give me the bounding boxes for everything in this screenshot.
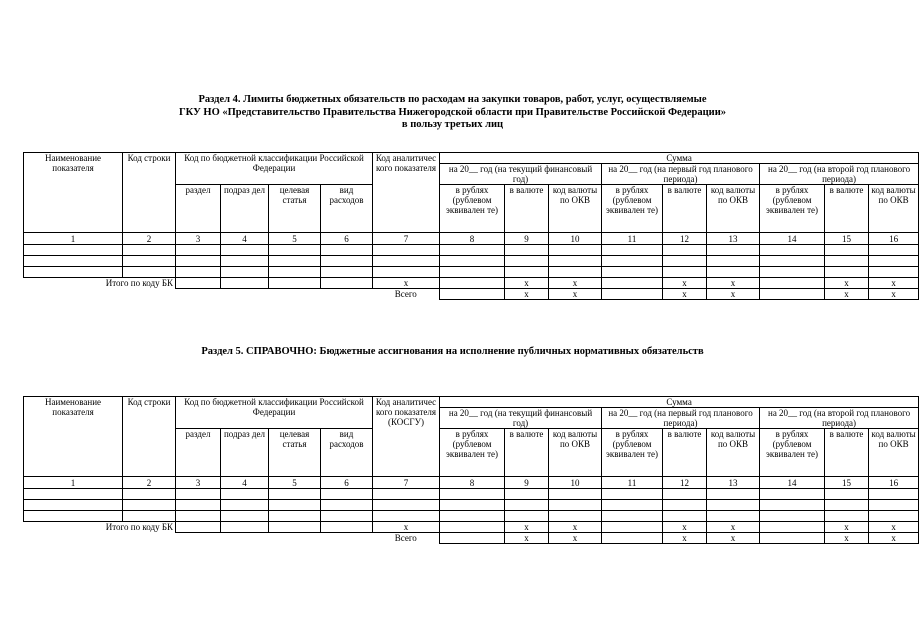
total-bk-label: Итого по коду БК [105, 278, 173, 289]
x-mark: х [869, 522, 919, 533]
section4-title-line-3: в пользу третьих лиц [401, 119, 504, 130]
column-number: 1 [24, 233, 123, 245]
header-okv: код валюты по ОКВ [549, 429, 602, 477]
empty-cell[interactable] [221, 278, 269, 289]
empty-cell[interactable] [373, 267, 440, 278]
column-number: 14 [760, 233, 825, 245]
empty-cell[interactable] [440, 489, 505, 500]
empty-cell[interactable] [869, 489, 919, 500]
empty-cell[interactable] [269, 278, 321, 289]
empty-cell[interactable] [869, 256, 919, 267]
empty-cell[interactable] [440, 500, 505, 511]
empty-cell[interactable] [24, 489, 123, 500]
column-number: 16 [869, 233, 919, 245]
empty-cell[interactable] [176, 278, 221, 289]
empty-cell[interactable] [373, 511, 440, 522]
column-number: 4 [221, 233, 269, 245]
empty-cell[interactable] [221, 489, 269, 500]
total-row [24, 533, 919, 544]
empty-cell[interactable] [440, 289, 505, 300]
spacer [269, 533, 321, 544]
empty-cell[interactable] [221, 500, 269, 511]
empty-cell[interactable] [440, 511, 505, 522]
empty-cell[interactable] [269, 511, 321, 522]
x-mark: х [549, 278, 602, 289]
data-row [24, 267, 919, 278]
header-period-second: на 20__ год (на второй год планового периода) [760, 408, 919, 429]
column-number: 7 [373, 477, 440, 489]
header-row [24, 153, 919, 164]
column-number: 15 [825, 477, 869, 489]
empty-cell[interactable] [825, 500, 869, 511]
x-mark: х [825, 522, 869, 533]
header-currency: в валюте [505, 185, 549, 233]
column-number: 15 [825, 233, 869, 245]
empty-cell[interactable] [760, 522, 825, 533]
empty-cell[interactable] [123, 500, 176, 511]
empty-cell[interactable] [825, 245, 869, 256]
empty-cell[interactable] [602, 289, 663, 300]
empty-cell[interactable] [663, 489, 707, 500]
header-rub: в рублях (рублевом эквивален те) [602, 429, 663, 477]
total-bk-label: Итого по коду БК [105, 522, 173, 533]
header-bk-code: Код по бюджетной классификации Российской Федерации [176, 153, 373, 185]
header-rub: в рублях (рублевом эквивален те) [440, 185, 505, 233]
spacer [123, 533, 176, 544]
empty-cell[interactable] [373, 500, 440, 511]
spacer [321, 289, 373, 300]
empty-cell[interactable] [760, 289, 825, 300]
column-number: 10 [549, 477, 602, 489]
x-mark: х [549, 289, 602, 300]
header-razdel: раздел [176, 185, 221, 233]
empty-cell[interactable] [760, 533, 825, 544]
total-bk-row [24, 278, 919, 289]
total-label: Всего [394, 533, 417, 544]
empty-cell[interactable] [373, 256, 440, 267]
empty-cell[interactable] [440, 267, 505, 278]
x-mark: х [825, 289, 869, 300]
empty-cell[interactable] [321, 278, 373, 289]
empty-cell[interactable] [760, 267, 825, 278]
x-mark: х [549, 522, 602, 533]
empty-cell[interactable] [869, 500, 919, 511]
empty-cell[interactable] [663, 245, 707, 256]
empty-cell[interactable] [602, 533, 663, 544]
column-number: 2 [123, 233, 176, 245]
data-row [24, 489, 919, 500]
column-number: 11 [602, 477, 663, 489]
data-row [24, 500, 919, 511]
empty-cell[interactable] [663, 267, 707, 278]
x-mark: х [707, 278, 760, 289]
header-razdel: раздел [176, 429, 221, 477]
x-mark: х [505, 289, 549, 300]
header-period-current: на 20__ год (на текущий финансовый год) [440, 408, 602, 429]
header-sum: Сумма [440, 397, 919, 408]
empty-cell[interactable] [549, 256, 602, 267]
x-mark: х [663, 278, 707, 289]
column-number-row [24, 233, 919, 245]
empty-cell[interactable] [24, 500, 123, 511]
header-name: Наименование показателя [24, 397, 123, 477]
header-row-code: Код строки [123, 153, 176, 233]
header-okv: код валюты по ОКВ [869, 185, 919, 233]
spacer [321, 533, 373, 544]
header-row-code: Код строки [123, 397, 176, 477]
header-okv: код валюты по ОКВ [869, 429, 919, 477]
empty-cell[interactable] [869, 245, 919, 256]
column-number: 12 [663, 477, 707, 489]
header-currency: в валюте [505, 429, 549, 477]
header-period-second: на 20__ год (на второй год планового периода) [760, 164, 919, 185]
header-target-article: целевая статья [269, 185, 321, 233]
x-mark: х [869, 289, 919, 300]
empty-cell[interactable] [505, 489, 549, 500]
header-okv: код валюты по ОКВ [707, 185, 760, 233]
spacer [269, 289, 321, 300]
header-sum: Сумма [440, 153, 919, 164]
empty-cell[interactable] [123, 256, 176, 267]
header-row [24, 397, 919, 408]
header-period-current: на 20__ год (на текущий финансовый год) [440, 164, 602, 185]
column-number: 9 [505, 233, 549, 245]
total-row [24, 289, 919, 300]
column-number: 11 [602, 233, 663, 245]
spacer [221, 533, 269, 544]
x-mark: х [869, 533, 919, 544]
empty-cell[interactable] [269, 245, 321, 256]
header-rub: в рублях (рублевом эквивален те) [760, 185, 825, 233]
column-number: 4 [221, 477, 269, 489]
empty-cell[interactable] [269, 267, 321, 278]
empty-cell[interactable] [869, 511, 919, 522]
empty-cell[interactable] [176, 245, 221, 256]
empty-cell[interactable] [663, 511, 707, 522]
empty-cell[interactable] [321, 267, 373, 278]
x-mark: х [663, 533, 707, 544]
empty-cell[interactable] [221, 511, 269, 522]
empty-cell[interactable] [321, 256, 373, 267]
empty-cell[interactable] [440, 245, 505, 256]
empty-cell[interactable] [825, 511, 869, 522]
empty-cell[interactable] [602, 511, 663, 522]
x-mark: х [505, 278, 549, 289]
header-rub: в рублях (рублевом эквивален те) [760, 429, 825, 477]
empty-cell[interactable] [760, 278, 825, 289]
empty-cell[interactable] [321, 489, 373, 500]
empty-cell[interactable] [24, 256, 123, 267]
column-number: 8 [440, 233, 505, 245]
x-mark: х [549, 533, 602, 544]
header-podrazdel: подраз дел [221, 185, 269, 233]
empty-cell[interactable] [825, 267, 869, 278]
empty-cell[interactable] [549, 511, 602, 522]
empty-cell[interactable] [760, 256, 825, 267]
empty-cell[interactable] [602, 278, 663, 289]
spacer [24, 289, 123, 300]
section4-title-line-2: ГКУ НО «Представительство Правительства Нижегородской области при Правительстве Российской Федерации» [178, 106, 726, 118]
column-number: 8 [440, 477, 505, 489]
column-number: 13 [707, 477, 760, 489]
empty-cell[interactable] [707, 511, 760, 522]
empty-cell[interactable] [221, 256, 269, 267]
empty-cell[interactable] [602, 489, 663, 500]
empty-cell[interactable] [760, 245, 825, 256]
total-label: Всего [394, 289, 417, 300]
empty-cell[interactable] [24, 267, 123, 278]
column-number: 7 [373, 233, 440, 245]
empty-cell[interactable] [505, 500, 549, 511]
empty-cell[interactable] [663, 500, 707, 511]
section5-title [0, 346, 905, 359]
empty-cell[interactable] [221, 267, 269, 278]
x-mark: х [663, 289, 707, 300]
x-mark: х [663, 522, 707, 533]
empty-cell[interactable] [321, 511, 373, 522]
empty-cell[interactable] [602, 500, 663, 511]
empty-cell[interactable] [549, 245, 602, 256]
empty-cell[interactable] [505, 256, 549, 267]
empty-cell[interactable] [373, 489, 440, 500]
section4-title [0, 94, 905, 132]
column-number: 6 [321, 233, 373, 245]
spacer [176, 289, 221, 300]
empty-cell[interactable] [869, 267, 919, 278]
empty-cell[interactable] [176, 256, 221, 267]
header-currency: в валюте [825, 429, 869, 477]
header-rub: в рублях (рублевом эквивален те) [602, 185, 663, 233]
empty-cell[interactable] [549, 500, 602, 511]
x-mark: х [825, 533, 869, 544]
spacer [24, 533, 123, 544]
header-currency: в валюте [663, 429, 707, 477]
header-currency: в валюте [663, 185, 707, 233]
section5-title-line-1: Раздел 5. СПРАВОЧНО: Бюджетные ассигнования на исполнение публичных нормативных обязательств [201, 346, 704, 357]
empty-cell[interactable] [373, 245, 440, 256]
empty-cell[interactable] [707, 256, 760, 267]
spacer [176, 533, 221, 544]
empty-cell[interactable] [707, 500, 760, 511]
data-row [24, 256, 919, 267]
empty-cell[interactable] [123, 489, 176, 500]
empty-cell[interactable] [176, 511, 221, 522]
empty-cell[interactable] [549, 489, 602, 500]
column-number: 5 [269, 233, 321, 245]
column-number: 5 [269, 477, 321, 489]
header-expense-type: вид расходов [321, 185, 373, 233]
empty-cell[interactable] [440, 256, 505, 267]
empty-cell[interactable] [269, 522, 321, 533]
empty-cell[interactable] [505, 267, 549, 278]
empty-cell[interactable] [176, 489, 221, 500]
header-currency: в валюте [825, 185, 869, 233]
header-okv: код валюты по ОКВ [707, 429, 760, 477]
empty-cell[interactable] [760, 500, 825, 511]
empty-cell[interactable] [24, 245, 123, 256]
column-number: 3 [176, 477, 221, 489]
empty-cell[interactable] [176, 267, 221, 278]
column-number: 12 [663, 233, 707, 245]
header-bk-code: Код по бюджетной классификации Российской Федерации [176, 397, 373, 429]
column-number: 13 [707, 233, 760, 245]
empty-cell[interactable] [602, 522, 663, 533]
x-mark: х [707, 289, 760, 300]
column-number: 3 [176, 233, 221, 245]
empty-cell[interactable] [505, 511, 549, 522]
empty-cell[interactable] [269, 500, 321, 511]
empty-cell[interactable] [321, 500, 373, 511]
data-row [24, 245, 919, 256]
empty-cell[interactable] [269, 256, 321, 267]
empty-cell[interactable] [602, 267, 663, 278]
header-name: Наименование показателя [24, 153, 123, 233]
empty-cell[interactable] [321, 522, 373, 533]
empty-cell[interactable] [269, 489, 321, 500]
empty-cell[interactable] [221, 245, 269, 256]
column-number: 10 [549, 233, 602, 245]
header-period-first: на 20__ год (на первый год планового периода) [602, 164, 760, 185]
empty-cell[interactable] [221, 522, 269, 533]
header-okv: код валюты по ОКВ [549, 185, 602, 233]
x-mark: х [373, 522, 440, 533]
empty-cell[interactable] [123, 245, 176, 256]
empty-cell[interactable] [440, 533, 505, 544]
x-mark: х [869, 278, 919, 289]
column-number: 1 [24, 477, 123, 489]
header-period-first: на 20__ год (на первый год планового периода) [602, 408, 760, 429]
empty-cell[interactable] [24, 511, 123, 522]
empty-cell[interactable] [825, 489, 869, 500]
empty-cell[interactable] [176, 500, 221, 511]
data-row [24, 511, 919, 522]
empty-cell[interactable] [760, 511, 825, 522]
header-rub: в рублях (рублевом эквивален те) [440, 429, 505, 477]
empty-cell[interactable] [321, 245, 373, 256]
x-mark: х [505, 522, 549, 533]
x-mark: х [373, 278, 440, 289]
total-bk-row [24, 522, 919, 533]
empty-cell[interactable] [440, 278, 505, 289]
column-number: 9 [505, 477, 549, 489]
section5-table [23, 396, 919, 544]
empty-cell[interactable] [176, 522, 221, 533]
empty-cell[interactable] [123, 267, 176, 278]
empty-cell[interactable] [505, 245, 549, 256]
empty-cell[interactable] [602, 256, 663, 267]
column-number: 14 [760, 477, 825, 489]
header-target-article: целевая статья [269, 429, 321, 477]
empty-cell[interactable] [707, 267, 760, 278]
header-analytic-code: Код аналитичес кого показателя (КОСГУ) [373, 397, 440, 477]
x-mark: х [505, 533, 549, 544]
column-number: 6 [321, 477, 373, 489]
header-analytic-code: Код аналитичес кого показателя [373, 153, 440, 233]
column-number: 2 [123, 477, 176, 489]
empty-cell[interactable] [707, 245, 760, 256]
section4-title-line-1: Раздел 4. Лимиты бюджетных обязательств по расходам на закупки товаров, работ, услуг, осуществляемые [198, 94, 707, 105]
x-mark: х [707, 522, 760, 533]
empty-cell[interactable] [440, 522, 505, 533]
x-mark: х [825, 278, 869, 289]
column-number: 16 [869, 477, 919, 489]
x-mark: х [707, 533, 760, 544]
header-expense-type: вид расходов [321, 429, 373, 477]
empty-cell[interactable] [549, 267, 602, 278]
spacer [123, 289, 176, 300]
empty-cell[interactable] [760, 489, 825, 500]
empty-cell[interactable] [825, 256, 869, 267]
empty-cell[interactable] [123, 511, 176, 522]
spacer [221, 289, 269, 300]
header-podrazdel: подраз дел [221, 429, 269, 477]
empty-cell[interactable] [602, 245, 663, 256]
empty-cell[interactable] [707, 489, 760, 500]
column-number-row [24, 477, 919, 489]
section4-table [23, 152, 919, 300]
empty-cell[interactable] [663, 256, 707, 267]
